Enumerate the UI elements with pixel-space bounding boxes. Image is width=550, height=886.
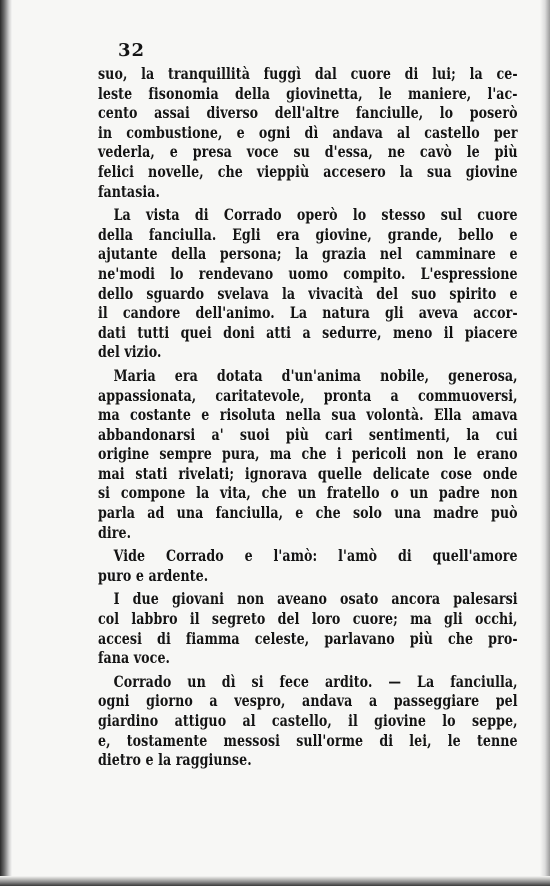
scan-shadow-left — [0, 0, 12, 886]
text-line: parla ad una fanciulla, e che solo una madre può — [98, 503, 518, 523]
text-line: dietro e la raggiunse. — [98, 750, 252, 770]
scan-shadow-right — [540, 0, 550, 886]
text-line: giardino attiguo al castello, il giovine lo seppe, — [98, 711, 518, 730]
text-line: accesi di fiamma celeste, parlavano più che pro- — [98, 628, 518, 648]
text-line: del vizio. — [98, 342, 162, 362]
text-line: appassionata, caritatevole, pronta a commuoversi, — [98, 385, 518, 405]
text-line: Maria era dotata d'un'anima nobile, generosa, — [113, 365, 518, 385]
text-line: fana voce. — [98, 648, 171, 668]
text-line: mai stati rivelati; ignorava quelle delicate cose onde — [98, 463, 518, 483]
text-line: puro e ardente. — [98, 565, 209, 585]
text-line: dire. — [98, 522, 132, 542]
scan-shadow-bottom — [0, 876, 550, 886]
text-line: il candore dell'animo. La natura gli aveva accor- — [98, 303, 518, 323]
text-line: cento assai diverso dell'altre fanciulle, lo poserò — [98, 103, 518, 123]
paragraph — [98, 64, 518, 201]
page-body-text — [98, 64, 518, 770]
text-line: Vide Corrado e l'amò: l'amò di quell'amore — [113, 546, 518, 566]
text-line: e, tostamente messosi sull'orme di lei, le tenne — [98, 730, 518, 750]
text-line: ne'modi lo rendevano uomo compito. L'espressione — [98, 263, 518, 283]
paragraph — [98, 672, 518, 770]
book-page — [98, 40, 518, 770]
text-line: leste fisonomia della giovinetta, le maniere, l'ac- — [98, 83, 518, 103]
text-line: dati tutti quei doni atti a sedurre, meno il piacere — [98, 322, 518, 342]
text-line: ma costante e risoluta nella sua volontà. Ella amava — [98, 405, 518, 425]
text-line: origine sempre pura, ma che i pericoli non le erano — [98, 444, 518, 464]
text-line: ogni giorno a vespro, andava a passeggiare pel — [98, 691, 518, 711]
text-line: dello sguardo svelava la vivacità del suo spirito e — [98, 283, 518, 303]
text-line: suo, la tranquillità fuggì dal cuore di lui; la ce- — [98, 64, 518, 83]
page-number: 32 — [118, 40, 146, 61]
text-line: in combustione, e ogni dì andava al castello per — [98, 122, 518, 142]
text-line: abbandonarsi a' suoi più cari sentimenti, la cui — [98, 424, 518, 444]
paragraph — [98, 589, 518, 667]
paragraph — [98, 205, 518, 362]
text-line: Corrado un dì si fece ardito. — La fanciulla, — [113, 671, 518, 691]
text-line: felici novelle, che vieppiù accesero la sua giovine — [98, 161, 518, 181]
paragraph — [98, 546, 518, 585]
text-line: vederla, e presa voce su d'essa, ne cavò le più — [98, 142, 518, 162]
text-line: si compone la vita, che un fratello o un padre non — [98, 483, 518, 503]
paragraph — [98, 366, 518, 542]
text-line: I due giovani non aveano osato ancora palesarsi — [113, 589, 518, 609]
text-line: La vista di Corrado operò lo stesso sul cuore — [113, 205, 518, 225]
text-line: col labbro il segreto del loro cuore; ma gli occhi, — [98, 609, 518, 629]
text-line: fantasia. — [98, 181, 160, 201]
text-line: ajutante della persona; la grazia nel camminare e — [98, 244, 518, 264]
text-line: della fanciulla. Egli era giovine, grande, bello e — [98, 224, 518, 244]
